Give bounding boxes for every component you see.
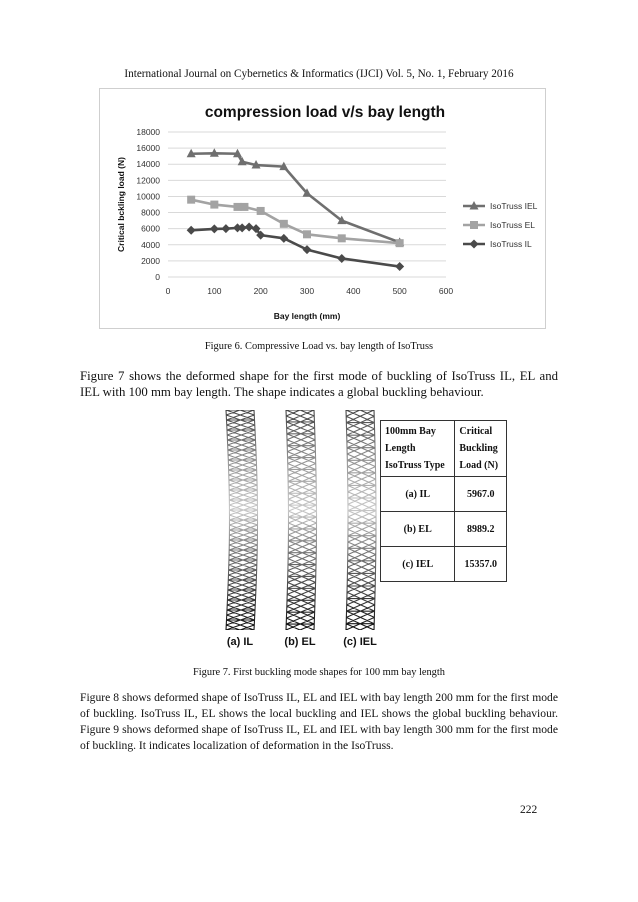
table-cell-load: 8989.2	[455, 512, 507, 547]
data-point	[257, 207, 265, 215]
legend-marker	[470, 240, 479, 249]
x-tick-label: 0	[165, 286, 171, 296]
data-point	[240, 203, 248, 211]
truss-lattice	[346, 410, 376, 630]
paragraph-2: Figure 8 shows deformed shape of IsoTruss IL, EL and IEL with bay length 200 mm for the first mode of buckling. IsoTruss IL, EL shows the local buckling and IEL shows the global buckling behaviour. Figure 9 shows deformed shape of IsoTruss IL, EL and IEL with bay length 300 mm for the first mode of buckling. It indicates localization of deformation in the IsoTruss.	[80, 691, 558, 752]
truss-members	[346, 410, 376, 630]
header-text: Load (N)	[459, 460, 499, 471]
figure-7	[200, 410, 520, 660]
table-cell-type: (b) EL	[381, 512, 455, 547]
table-row	[381, 547, 507, 582]
table-header-row	[381, 421, 507, 477]
table-row	[381, 477, 507, 512]
y-tick-label: 0	[155, 272, 160, 282]
series-line	[191, 200, 400, 244]
chart	[100, 89, 545, 328]
data-point	[303, 245, 312, 254]
truss-iel-image	[340, 410, 380, 630]
y-tick-label: 2000	[141, 255, 160, 266]
figure-7-caption: Figure 7. First buckling mode shapes for 100 mm bay length	[193, 667, 445, 678]
chart-frame	[99, 88, 546, 329]
legend-marker	[470, 221, 478, 229]
truss-il-label: (a) IL	[226, 636, 254, 648]
x-tick-label: 200	[253, 286, 268, 296]
y-tick-label: 18000	[136, 127, 160, 137]
x-tick-label: 100	[207, 286, 222, 296]
legend-label: IsoTruss IEL	[490, 201, 538, 211]
data-point	[338, 234, 346, 242]
y-axis-label: Critical bckling load (N)	[116, 157, 126, 252]
data-point	[303, 230, 311, 238]
data-point	[245, 223, 254, 232]
y-tick-label: 6000	[141, 223, 160, 234]
figure-6-caption: Figure 6. Compressive Load vs. bay length of IsoTruss	[204, 341, 434, 352]
x-axis-label: Bay length (mm)	[273, 311, 341, 321]
truss-members	[226, 410, 258, 630]
data-point	[187, 226, 196, 235]
y-tick-label: 10000	[136, 191, 160, 202]
x-tick-label: 500	[392, 286, 407, 296]
data-point	[279, 234, 288, 243]
data-point	[280, 220, 288, 228]
data-point	[396, 239, 404, 247]
table-header-load	[455, 421, 507, 477]
y-tick-label: 14000	[136, 159, 160, 170]
y-tick-label: 4000	[141, 239, 160, 250]
truss-lattice	[286, 410, 316, 630]
data-point	[187, 196, 195, 204]
truss-members	[286, 410, 316, 630]
header-text: Length	[385, 443, 416, 454]
data-point	[210, 224, 219, 233]
y-tick-label: 16000	[136, 143, 160, 154]
table-cell-type: (c) IEL	[381, 547, 455, 582]
table-header-type	[381, 421, 455, 477]
data-point	[337, 254, 346, 263]
truss-il-image	[220, 410, 260, 630]
header-text: IsoTruss Type	[385, 460, 445, 471]
x-tick-label: 300	[299, 286, 315, 296]
legend-label: IsoTruss EL	[490, 220, 536, 230]
chart-title: compression load v/s bay length	[204, 104, 446, 121]
table-row	[381, 512, 507, 547]
header-text: 100mm Bay	[385, 426, 436, 437]
x-tick-label: 400	[346, 286, 361, 296]
paragraph-1: Figure 7 shows the deformed shape for the first mode of buckling of IsoTruss IL, EL and IEL with 100 mm bay length. The shape indicates a global buckling behaviour.	[80, 369, 558, 399]
journal-header: International Journal on Cybernetics & Informatics (IJCI) Vol. 5, No. 1, February 2016	[124, 68, 514, 80]
y-tick-label: 12000	[136, 175, 160, 186]
table-cell-load: 5967.0	[455, 477, 507, 512]
legend-label: IsoTruss IL	[490, 239, 532, 249]
truss-el-image	[280, 410, 320, 630]
buckling-load-table	[380, 420, 507, 582]
data-point	[395, 262, 404, 271]
header-text: Buckling	[459, 443, 498, 454]
table-cell-type: (a) IL	[381, 477, 455, 512]
truss-lattice	[226, 410, 258, 630]
y-tick-label: 8000	[141, 207, 160, 218]
data-point	[238, 223, 247, 232]
header-text: Critical	[459, 426, 493, 437]
table-cell-load: 15357.0	[455, 547, 507, 582]
data-point	[221, 224, 230, 233]
truss-el-label: (b) EL	[284, 636, 316, 648]
data-point	[210, 201, 218, 209]
data-point	[234, 203, 242, 211]
truss-iel-label: (c) IEL	[343, 636, 377, 648]
page-number: 222	[520, 804, 538, 816]
x-tick-label: 600	[438, 286, 454, 296]
